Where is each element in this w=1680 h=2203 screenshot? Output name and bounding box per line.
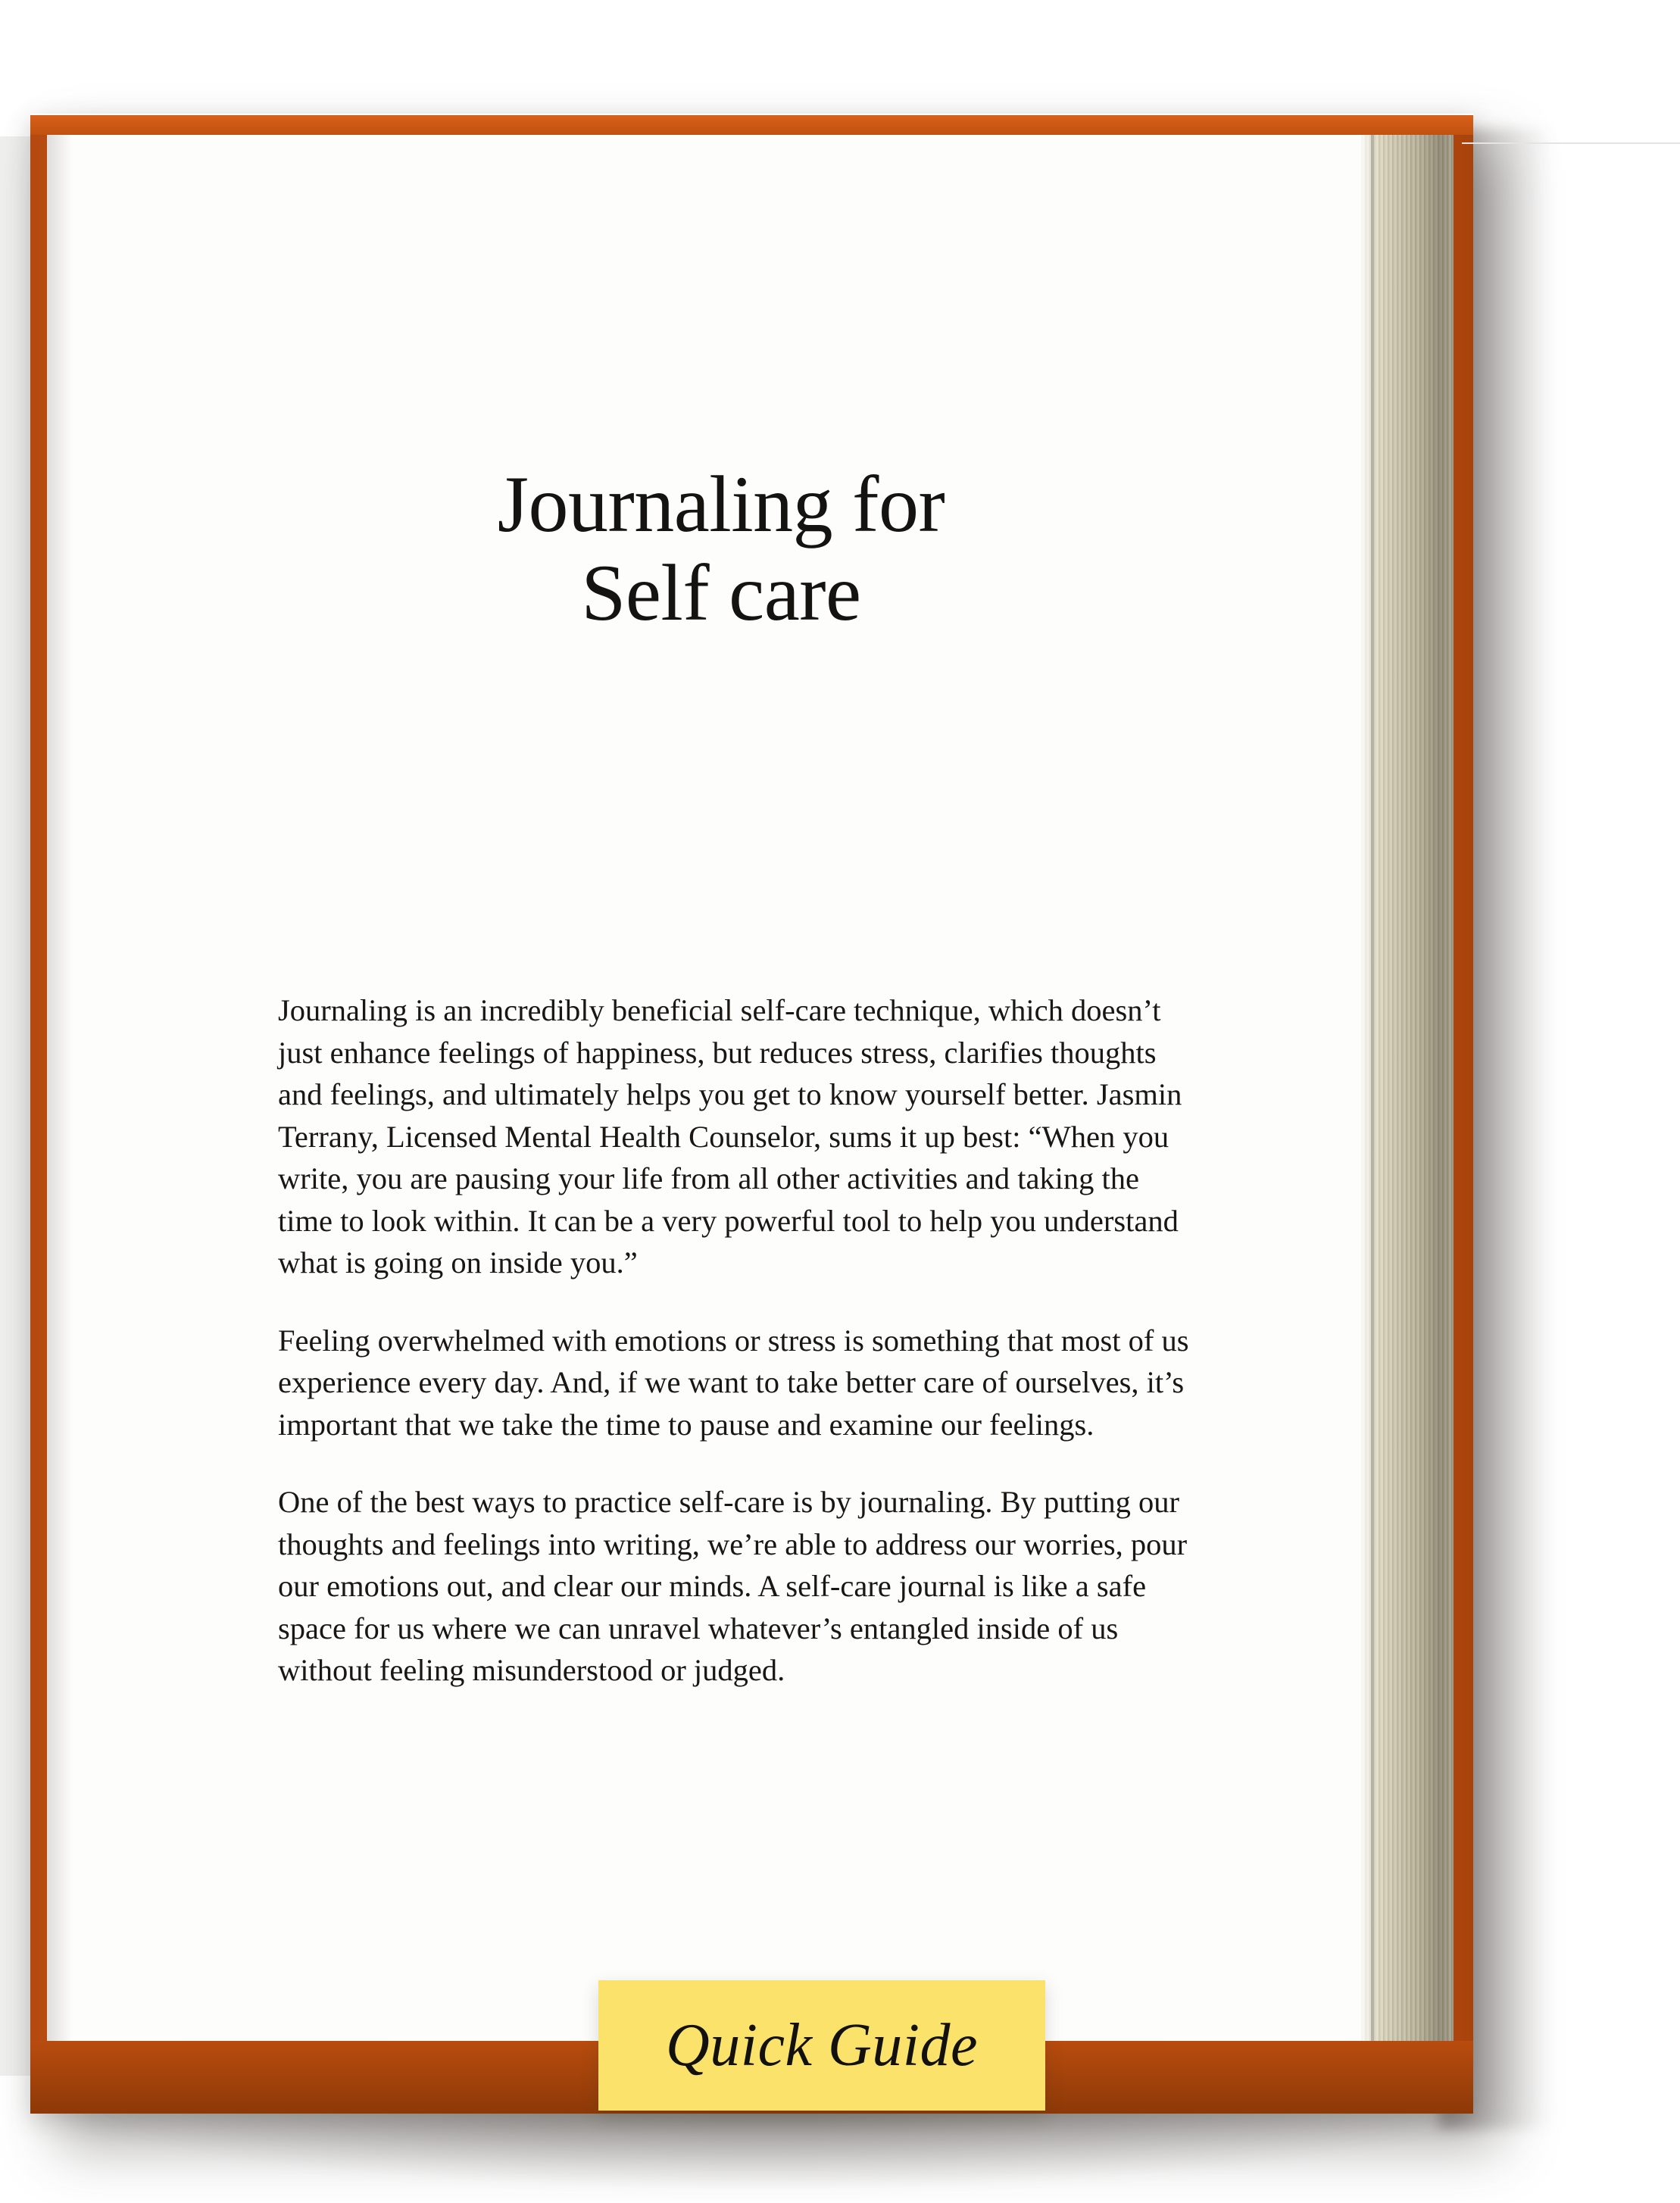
page-title-line-1: Journaling for [497, 460, 945, 548]
page-content [47, 135, 1361, 2041]
paragraph: Feeling overwhelmed with emotions or stress is something that most of us experience every day. And, if we want to take better care of ourselves, it’s important that we take the time to pause and examine our feelings. [278, 1323, 1189, 1442]
page-edges-shading [1361, 135, 1454, 2041]
paragraph: One of the best ways to practice self-care is by journaling. By putting our thoughts and feelings into writing, we’re able to address our worries, pour our emotions out, and clear our minds. A self-care journal is like a safe space for us where we can unravel whatever’s entangled inside of us without feeling misunderstood or judged. [278, 1485, 1188, 1687]
page-title [274, 461, 1168, 637]
quick-guide-label: Quick Guide [665, 2011, 979, 2079]
page-title-line-2: Self care [581, 548, 861, 637]
body-text-column [278, 989, 1194, 1692]
paragraph: Journaling is an incredibly beneficial self-care technique, which doesn’t just enhance feelings of happiness, but reduces stress, clarifies thoughts and feelings, and ultimately helps you get to know yourself better. Jasmin Terrany, Licensed Mental Health Counselor, sums it up best: “When you write, you are pausing your life from all other activities and taking the time to look within. It can be a very powerful tool to help you understand what is going on inside you.” [278, 993, 1182, 1280]
book-cover-top-edge [30, 115, 1473, 135]
top-divider-rule [1462, 142, 1680, 144]
page-edge-highlight-line [1371, 135, 1374, 2041]
quick-guide-badge [598, 1980, 1045, 2111]
